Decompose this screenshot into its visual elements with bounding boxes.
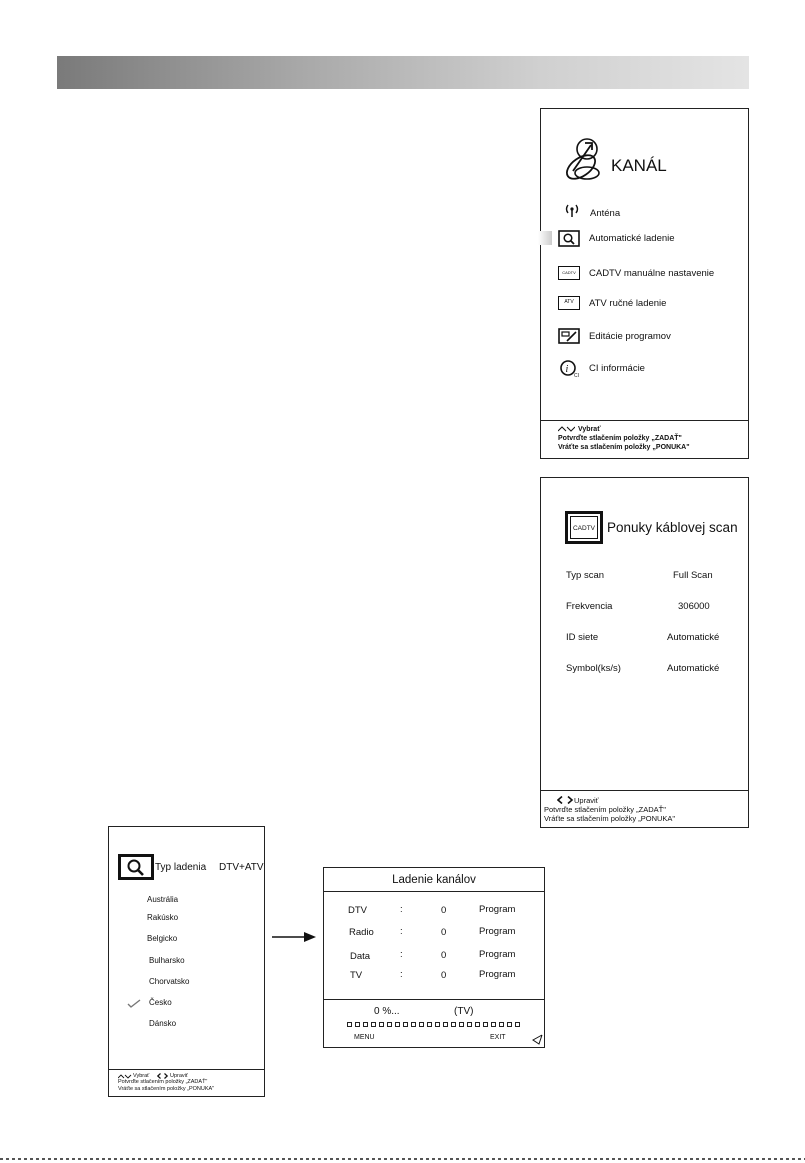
progress-segment [419, 1022, 424, 1027]
dtv-sep: : [400, 904, 403, 915]
footer-select: Vybrať [578, 426, 601, 433]
svg-text:i: i [565, 364, 569, 375]
info-icon [560, 360, 582, 378]
footer-select: Vybrať [133, 1073, 150, 1079]
progress-segment [427, 1022, 432, 1027]
kanal-menu-title: KANÁL [611, 156, 667, 175]
search-icon [558, 230, 580, 247]
footer-adjust: Upraviť [170, 1073, 188, 1079]
atv-icon: ATV [558, 296, 580, 310]
menu-item-cadtv-manual[interactable]: CADTV manuálne nastavenie [589, 268, 715, 279]
bottom-crop-marks [0, 1158, 805, 1160]
progress-percent: 0 %... [374, 1006, 400, 1017]
cable-menu-title: Ponuky káblovej scan [607, 520, 738, 535]
country-item-selected[interactable]: Česko [149, 998, 172, 1007]
radio-unit: Program [479, 926, 516, 937]
symbol-rate-value[interactable]: Automatické [667, 663, 720, 674]
footer-confirm: Potvrďte stlačením položky „ZADAŤ" [544, 805, 666, 814]
antenna-icon [563, 203, 581, 217]
progress-segment [379, 1022, 384, 1027]
radio-count: 0 [441, 927, 447, 938]
progress-segment [443, 1022, 448, 1027]
footer-divider [541, 420, 748, 421]
tv-unit: Program [479, 969, 516, 980]
dtv-count: 0 [441, 905, 447, 916]
menu-item-auto-tuning[interactable]: Automatické ladenie [589, 233, 675, 244]
data-unit: Program [479, 949, 516, 960]
progress-segment [435, 1022, 440, 1027]
progress-segment [395, 1022, 400, 1027]
tv-label: TV [350, 970, 363, 981]
menu-item-ci-info[interactable]: CI informácie [589, 363, 645, 374]
footer-back: Vráťte sa stlačením položky „PONUKA" [544, 814, 676, 823]
scan-progress-title: Ladenie kanálov [392, 874, 476, 886]
flow-arrow-icon [272, 931, 316, 943]
checkmark-icon [127, 999, 141, 1008]
progress-bar [347, 1022, 520, 1027]
radio-label: Radio [349, 927, 374, 938]
progress-segment [491, 1022, 496, 1027]
kanal-menu-panel [540, 108, 749, 459]
cadtv-icon: CADTV [565, 511, 603, 544]
country-item[interactable]: Chorvatsko [149, 977, 190, 986]
selection-highlight [538, 231, 552, 245]
tuning-type-value[interactable]: DTV+ATV [219, 862, 264, 873]
progress-segment [363, 1022, 368, 1027]
progress-segment [475, 1022, 480, 1027]
tv-count: 0 [441, 970, 447, 981]
progress-segment [387, 1022, 392, 1027]
footer-confirm: Potvrďte stlačením položky „ZADAŤ" [118, 1079, 208, 1085]
country-item[interactable]: Belgicko [147, 934, 178, 943]
progress-segment [347, 1022, 352, 1027]
progress-segment [467, 1022, 472, 1027]
footer-divider [541, 790, 748, 791]
progress-segment [515, 1022, 520, 1027]
menu-button[interactable]: MENU [354, 1034, 375, 1041]
tuning-type-panel [108, 826, 265, 1097]
symbol-rate-label: Symbol(ks/s) [566, 663, 621, 674]
footer-adjust: Upraviť [574, 796, 599, 805]
network-id-label: ID siete [566, 632, 599, 643]
page-header-bar [57, 56, 749, 89]
country-item[interactable]: Dánsko [149, 1019, 177, 1028]
footer-back: Vráťte sa stlačením položky „PONUKA" [118, 1086, 215, 1092]
tuning-type-title: Typ ladenia [155, 862, 207, 873]
progress-segment [499, 1022, 504, 1027]
progress-segment [403, 1022, 408, 1027]
country-item[interactable]: Rakúsko [147, 913, 179, 922]
menu-item-program-edit[interactable]: Editácie programov [589, 331, 671, 342]
satellite-dish-icon [561, 137, 609, 181]
progress-segment [451, 1022, 456, 1027]
progress-segment [371, 1022, 376, 1027]
frequency-label: Frekvencia [566, 601, 613, 612]
frequency-value[interactable]: 306000 [678, 601, 710, 612]
scan-progress-panel [323, 867, 545, 1048]
footer-divider [109, 1069, 264, 1070]
title-divider [324, 891, 544, 892]
data-label: Data [350, 951, 371, 962]
data-sep: : [400, 949, 403, 960]
progress-divider [324, 999, 544, 1000]
cable-scan-panel [540, 477, 749, 828]
cadtv-icon: CADTV [558, 266, 580, 280]
footer-confirm: Potvrďte stlačením položky „ZADAŤ" [558, 435, 682, 442]
search-icon [118, 854, 154, 880]
tv-sep: : [400, 969, 403, 980]
footer-back: Vráťte sa stlačením položky „PONUKA" [558, 444, 690, 451]
country-item[interactable]: Austrália [147, 895, 179, 904]
progress-segment [507, 1022, 512, 1027]
country-item[interactable]: Bulharsko [149, 956, 185, 965]
scan-type-value[interactable]: Full Scan [673, 570, 713, 581]
data-count: 0 [441, 950, 447, 961]
dtv-label: DTV [348, 905, 367, 916]
scan-type-label: Typ scan [566, 570, 605, 581]
dtv-unit: Program [479, 904, 516, 915]
network-id-value[interactable]: Automatické [667, 632, 720, 643]
progress-segment [459, 1022, 464, 1027]
edit-icon [558, 328, 580, 344]
scan-mode: (TV) [454, 1006, 474, 1017]
progress-segment [411, 1022, 416, 1027]
progress-segment [355, 1022, 360, 1027]
mute-corner-icon [532, 1034, 543, 1045]
svg-text:CI: CI [574, 373, 579, 378]
progress-segment [483, 1022, 488, 1027]
menu-item-atv-manual[interactable]: ATV ručné ladenie [589, 298, 667, 309]
exit-button[interactable]: EXIT [490, 1034, 506, 1041]
menu-item-antena[interactable]: Anténa [590, 208, 621, 219]
up-down-icon [558, 426, 575, 432]
radio-sep: : [400, 926, 403, 937]
left-right-icon [557, 796, 575, 804]
